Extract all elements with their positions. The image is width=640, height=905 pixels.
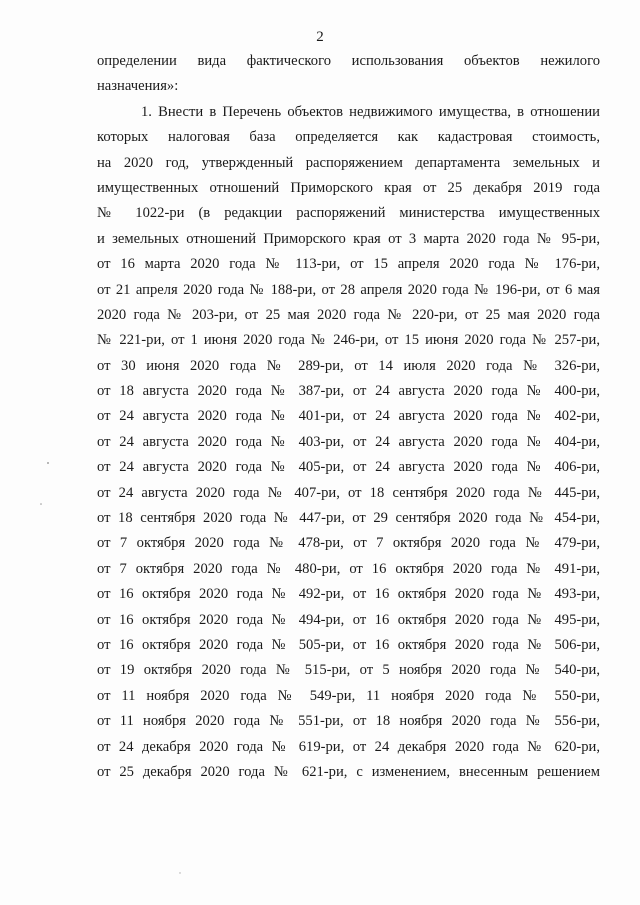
text-line: которых налоговая база определяется как кадастровая стоимость,: [97, 129, 600, 146]
text-line: от 16 октября 2020 года № 492-ри, от 16 октября 2020 года № 493-ри,: [97, 586, 600, 603]
text-line: назначения»:: [97, 78, 179, 95]
text-line: от 30 июня 2020 года № 289-ри, от 14 июля 2020 года № 326-ри,: [97, 357, 600, 374]
text-line: от 16 октября 2020 года № 505-ри, от 16 октября 2020 года № 506-ри,: [97, 636, 600, 653]
text-line: от 11 ноября 2020 года № 551-ри, от 18 ноября 2020 года № 556-ри,: [97, 713, 600, 730]
text-line: от 11 ноября 2020 года № 549-ри, 11 ноября 2020 года № 550-ри,: [97, 687, 600, 704]
text-line: и земельных отношений Приморского края от 3 марта 2020 года № 95-ри,: [97, 230, 600, 247]
text-line: от 24 августа 2020 года № 401-ри, от 24 августа 2020 года № 402-ри,: [97, 408, 600, 425]
text-line: от 18 августа 2020 года № 387-ри, от 24 августа 2020 года № 400-ри,: [97, 383, 600, 400]
text-line: от 25 декабря 2020 года № 621-ри, с изменением, внесенным решением: [97, 763, 600, 780]
page-number: 2: [316, 29, 324, 45]
text-line: от 21 апреля 2020 года № 188-ри, от 28 апреля 2020 года № 196-ри, от 6 мая: [97, 281, 600, 298]
text-line: от 7 октября 2020 года № 478-ри, от 7 октября 2020 года № 479-ри,: [97, 535, 600, 552]
text-line: от 24 августа 2020 года № 407-ри, от 18 сентября 2020 года № 445-ри,: [97, 484, 600, 501]
text-line: от 24 декабря 2020 года № 619-ри, от 24 декабря 2020 года № 620-ри,: [97, 738, 600, 755]
text-line: на 2020 год, утвержденный распоряжением департамента земельных и: [97, 154, 600, 171]
text-line: от 19 октября 2020 года № 515-ри, от 5 ноября 2020 года № 540-ри,: [97, 662, 600, 679]
scan-speck: [179, 872, 180, 873]
text-line: от 16 марта 2020 года № 113-ри, от 15 апреля 2020 года № 176-ри,: [97, 256, 600, 273]
scan-speck: [40, 503, 42, 505]
text-line: определении вида фактического использования объектов нежилого: [97, 53, 600, 69]
text-line: от 24 августа 2020 года № 403-ри, от 24 августа 2020 года № 404-ри,: [97, 433, 600, 450]
text-line: от 18 сентября 2020 года № 447-ри, от 29 сентября 2020 года № 454-ри,: [97, 510, 600, 527]
text-line: 1. Внести в Перечень объектов недвижимого имущества, в отношении: [141, 103, 600, 120]
text-line: 2020 года № 203-ри, от 25 мая 2020 года № 220-ри, от 25 мая 2020 года: [97, 306, 600, 323]
text-line: от 16 октября 2020 года № 494-ри, от 16 октября 2020 года № 495-ри,: [97, 611, 600, 628]
scan-speck: [47, 462, 49, 464]
text-line: № 1022-ри (в редакции распоряжений министерства имущественных: [97, 205, 600, 222]
text-line: № 221-ри, от 1 июня 2020 года № 246-ри, от 15 июня 2020 года № 257-ри,: [97, 332, 600, 349]
text-line: от 24 августа 2020 года № 405-ри, от 24 августа 2020 года № 406-ри,: [97, 459, 600, 476]
text-line: имущественных отношений Приморского края от 25 декабря 2019 года: [97, 179, 600, 196]
text-line: от 7 октября 2020 года № 480-ри, от 16 октября 2020 года № 491-ри,: [97, 560, 600, 577]
